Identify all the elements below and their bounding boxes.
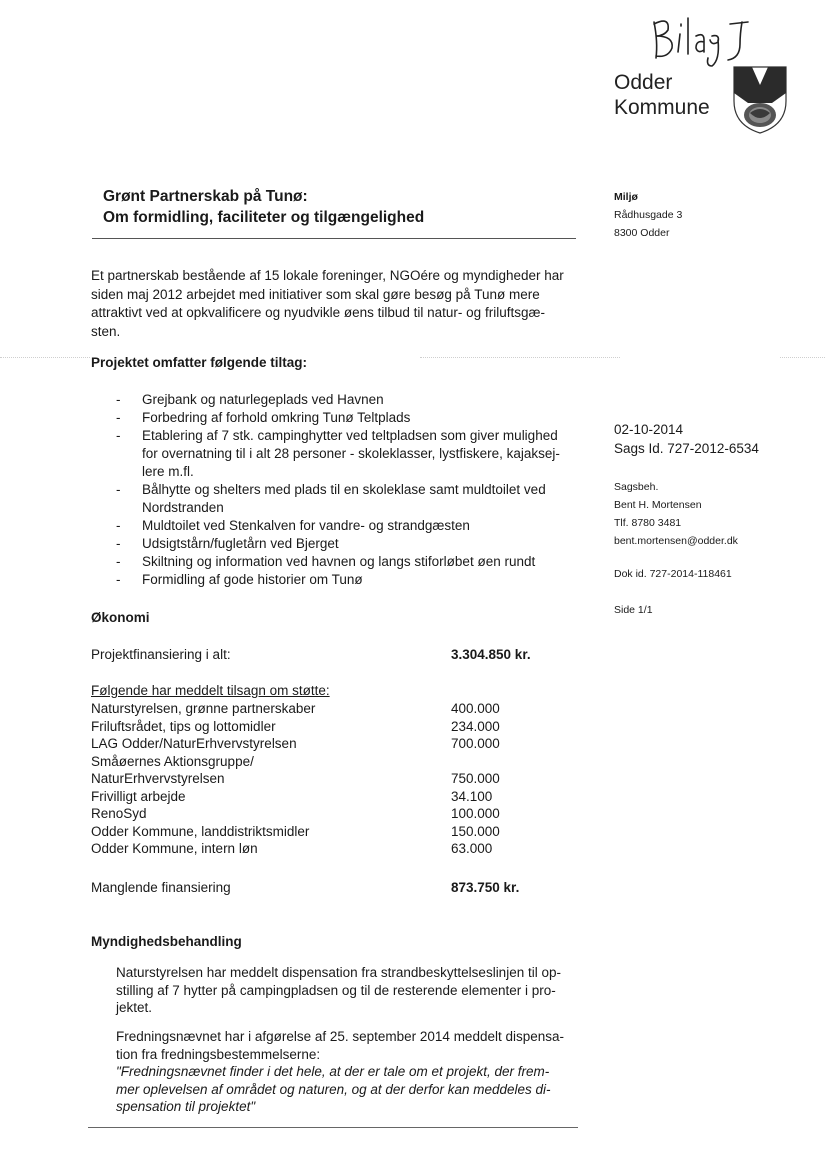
table-row (0, 788, 825, 806)
list-item (116, 535, 586, 553)
table-row (0, 735, 825, 753)
quote-line: mer oplevelsen af området og naturen, og at der derfor kan meddeles di- (116, 1081, 551, 1097)
dispensation-paragraph-2 (116, 1028, 586, 1116)
scan-artifact-right (780, 357, 825, 358)
page-number: Side 1/1 (614, 604, 653, 616)
list-item-line: Etablering af 7 stk. campinghytter ved teltpladsen som giver mulighed (142, 428, 558, 443)
supporter-amount: 234.000 (451, 718, 500, 734)
supporter-amount: 150.000 (451, 823, 500, 839)
document-date: 02-10-2014 (614, 422, 684, 437)
quote-line: "Fredningsnævnet finder i det hele, at der er tale om et projekt, der frem- (116, 1064, 550, 1079)
table-row (0, 805, 825, 823)
supporter-amount: 34.100 (451, 788, 493, 804)
total-financing-label: Projektfinansiering i alt: (91, 647, 231, 662)
coat-of-arms-icon (730, 63, 790, 135)
sender-address (614, 188, 682, 242)
supporter-name: Naturstyrelsen, grønne partnerskaber (91, 701, 316, 716)
supporter-name: LAG Odder/NaturErhvervstyrelsen (91, 736, 297, 751)
supporter-amount: 100.000 (451, 806, 500, 821)
total-financing-row (0, 646, 825, 664)
title-line-2: Om formidling, faciliteter og tilgængelighed (103, 209, 425, 226)
list-item (116, 391, 586, 409)
list-item (116, 481, 586, 517)
list-item-line: Muldtoilet ved Stenkalven for vandre- og strandgæsten (142, 518, 470, 533)
okonomi-heading: Økonomi (91, 610, 150, 625)
table-row (0, 840, 825, 858)
list-item (116, 553, 586, 571)
case-handler-info (614, 478, 738, 550)
supporter-name: NaturErhvervstyrelsen (91, 771, 225, 786)
myndighed-heading: Myndighedsbehandling (91, 934, 242, 949)
list-item-line: Formidling af gode historier om Tunø (142, 572, 363, 587)
scan-artifact-left (0, 357, 90, 358)
document-id: Dok id. 727-2014-118461 (614, 568, 732, 580)
supporter-amount: 400.000 (451, 701, 500, 716)
list-item-line: lere m.fl. (142, 464, 194, 479)
table-row (0, 753, 825, 771)
department-name: Miljø (614, 191, 638, 203)
supporter-name: Odder Kommune, intern løn (91, 841, 258, 856)
handler-email: bent.mortensen@odder.dk (614, 535, 738, 547)
supporter-amount: 63.000 (451, 841, 493, 856)
tiltag-heading: Projektet omfatter følgende tiltag: (91, 355, 308, 370)
document-title (103, 186, 424, 228)
missing-financing-label: Manglende finansiering (91, 880, 231, 895)
paragraph-line: jektet. (116, 1000, 153, 1015)
table-row (0, 718, 825, 736)
paragraph-line: tion fra fredningsbestemmelserne: (116, 1046, 321, 1062)
handler-phone: Tlf. 8780 3481 (614, 517, 682, 529)
logo-line-kommune: Kommune (614, 96, 710, 119)
footer-divider (88, 1127, 578, 1128)
bullet-dash: - (116, 518, 121, 533)
supporter-name: RenoSyd (91, 806, 147, 821)
supporter-amount: 700.000 (451, 736, 500, 751)
handler-label: Sagsbeh. (614, 481, 659, 493)
paragraph-line: Fredningsnævnet har i afgørelse af 25. september 2014 meddelt dispensa- (116, 1029, 565, 1044)
support-table (0, 700, 825, 858)
total-financing-amount: 3.304.850 kr. (451, 647, 531, 662)
list-item (116, 427, 586, 481)
list-item (116, 517, 586, 535)
case-id: Sags Id. 727-2012-6534 (614, 441, 759, 456)
intro-line: attraktivt ved at opkvalificere og nyudvikle øens tilbud til natur- og friluftsgæ- (91, 305, 545, 320)
supporter-name: Odder Kommune, landdistriktsmidler (91, 823, 310, 839)
missing-financing-row (0, 879, 825, 897)
list-item-line: Nordstranden (142, 500, 224, 515)
municipality-logo-text (614, 70, 710, 120)
list-item-line: Skiltning og information ved havnen og langs stiforløbet øen rundt (142, 554, 536, 569)
paragraph-line: Naturstyrelsen har meddelt dispensation fra strandbeskyttelseslinjen til op- (116, 965, 561, 980)
bullet-dash: - (116, 392, 121, 407)
bullet-dash: - (116, 536, 121, 551)
dispensation-paragraph-1 (116, 964, 586, 1017)
supporter-name: Småøernes Aktionsgruppe/ (91, 753, 254, 769)
bullet-dash: - (116, 482, 121, 497)
logo-line-odder: Odder (614, 71, 673, 94)
case-info (614, 420, 759, 458)
bullet-dash: - (116, 572, 121, 587)
list-item-line: for overnatning til i alt 28 personer - skoleklasser, lystfiskere, kajaksej- (142, 446, 560, 461)
supporter-name: Frivilligt arbejde (91, 788, 186, 804)
missing-financing-amount: 873.750 kr. (451, 880, 520, 895)
intro-paragraph (91, 267, 586, 341)
postal-address: 8300 Odder (614, 227, 670, 239)
list-item-line: Forbedring af forhold omkring Tunø Teltplads (142, 410, 411, 425)
list-item-line: Grejbank og naturlegeplads ved Havnen (142, 392, 384, 407)
list-item (116, 409, 586, 427)
title-divider (92, 238, 576, 239)
scan-artifact-middle (420, 357, 620, 358)
street-address: Rådhusgade 3 (614, 209, 683, 221)
supporter-amount: 750.000 (451, 771, 500, 786)
paragraph-line: stilling af 7 hytter på campingpladsen og til de resterende elementer i pro- (116, 982, 556, 998)
bullet-dash: - (116, 428, 121, 443)
intro-line: sten. (91, 323, 121, 339)
table-row (0, 823, 825, 841)
title-line-1: Grønt Partnerskab på Tunø: (103, 188, 308, 205)
bullet-dash: - (116, 554, 121, 569)
tiltag-list (116, 391, 586, 589)
list-item-line: Udsigtstårn/fugletårn ved Bjerget (142, 536, 339, 551)
table-row (0, 770, 825, 788)
support-heading: Følgende har meddelt tilsagn om støtte: (91, 683, 330, 698)
table-row (0, 700, 825, 718)
bullet-dash: - (116, 410, 121, 425)
quote-line: spensation til projektet" (116, 1099, 256, 1114)
intro-line: siden maj 2012 arbejdet med initiativer som skal gøre besøg på Tunø mere (91, 286, 540, 302)
intro-line: Et partnerskab bestående af 15 lokale foreninger, NGOére og myndigheder har (91, 268, 564, 283)
list-item (116, 571, 586, 589)
list-item-line: Bålhytte og shelters med plads til en skoleklase samt muldtoilet ved (142, 482, 546, 497)
supporter-name: Friluftsrådet, tips og lottomidler (91, 718, 276, 734)
handler-name: Bent H. Mortensen (614, 499, 702, 511)
